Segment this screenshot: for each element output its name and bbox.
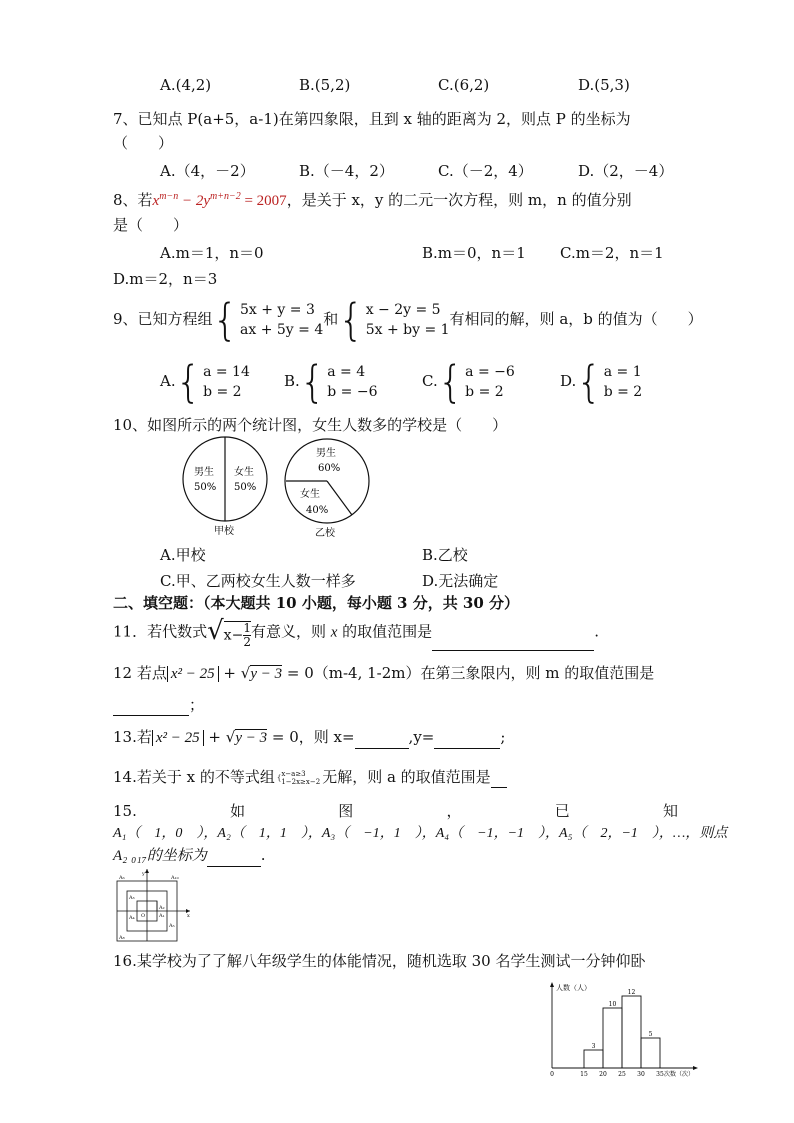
q9-option-a: A.{ a = 14 b = 2: [160, 356, 250, 408]
q15-line1: 15. 如 图 ， 已 知: [113, 802, 678, 820]
q8-equation: $x^{m-n} - 2y^{m+n-2} = 2007$: [152, 191, 287, 209]
q7-paren: （ ）: [113, 134, 174, 152]
q9-and: 和: [323, 310, 339, 328]
q11-answer-blank[interactable]: [432, 634, 594, 651]
q11-question: 11．若代数式√x− $\frac{1}{2}$ 有意义，则 x 的取值范围是 .: [113, 616, 599, 649]
histogram-bar: [622, 996, 641, 1068]
q8-question: [113, 186, 632, 212]
pie2-divider-b: [327, 481, 352, 515]
histogram-bar: [584, 1050, 603, 1068]
q8-option-c: C.m＝2，n＝1: [560, 244, 664, 262]
pie2-female-label: 女生: [300, 489, 320, 500]
q9-option-c: C.{ a = −6 b = 2: [422, 356, 515, 408]
svg-text:A₈: A₈: [119, 935, 125, 941]
q8-suffix: ，是关于 x，y 的二元一次方程，则 m，n 的值分别: [286, 191, 632, 209]
section-2-heading: 二、填空题：（本大题共 10 小题，每小题 3 分，共 30 分）: [113, 594, 520, 612]
q12-answer-line: ；: [113, 694, 204, 716]
q9-system-1: 5x + y = 3 ax + 5y = 4: [240, 302, 324, 338]
q15-answer-blank[interactable]: [207, 850, 261, 867]
q8-prefix: 8、若: [113, 191, 153, 209]
q6-option-a: A.(4,2): [160, 76, 212, 94]
pie2-female-pct: 40%: [306, 505, 329, 516]
q9-prefix: 9、已知方程组: [113, 310, 213, 328]
pie1-female-pct: 50%: [234, 482, 257, 493]
bar-value-label: 3: [591, 1043, 596, 1050]
pie1-male-label: 男生: [194, 467, 214, 478]
pie2-male-pct: 60%: [318, 463, 341, 474]
q7-option-a: A.（4，－2）: [160, 162, 255, 180]
q14-answer-blank[interactable]: [491, 771, 507, 788]
q12-question: 12 若点 x² − 25 + √y − 3 = 0（m-4, 1-2m）在第三象限内，则 m 的取值范围是: [113, 664, 655, 682]
q12-answer-blank[interactable]: [113, 699, 189, 716]
q9-option-d: D.{ a = 1 b = 2: [560, 356, 643, 408]
svg-text:A₂: A₂: [159, 905, 165, 911]
q10-option-d: D.无法确定: [422, 572, 499, 590]
q10-option-c: C.甲、乙两校女生人数一样多: [160, 572, 356, 590]
q8-option-b: B.m＝0，n＝1: [422, 244, 526, 262]
q10-pie-charts: [176, 436, 376, 544]
q9-system-2: x − 2y = 5 5x + by = 1: [365, 302, 450, 338]
q14-question: 14.若关于 x 的不等式组 {x−a≥3 1−2x≥x−2 无解，则 a 的取值范围是: [113, 766, 507, 788]
q9-option-b: B.{ a = 4 b = −6: [284, 356, 378, 408]
q10-option-a: A.甲校: [160, 546, 206, 564]
q8-option-a: A.m＝1，n＝0: [160, 244, 264, 262]
x-tick-label: 30: [637, 1071, 645, 1078]
x-tick-label: 15: [580, 1071, 588, 1078]
q7-option-b: B.（－4，2）: [299, 162, 394, 180]
q16-histogram: [536, 980, 716, 1080]
q14-system: {x−a≥3 1−2x≥x−2: [276, 770, 321, 786]
q6-option-c: C.(6,2): [438, 76, 490, 94]
x-tick-label: 20: [599, 1071, 607, 1078]
svg-text:A₃: A₃: [129, 895, 135, 901]
histogram-bar: [603, 1008, 622, 1068]
x-tick-label: 35: [656, 1071, 664, 1078]
x-axis-label: 次数（次）: [664, 1071, 695, 1078]
q15-spiral-figure: [115, 867, 193, 943]
svg-text:A₁: A₁: [159, 913, 165, 919]
q8-line2: 是（ ）: [113, 216, 189, 234]
q10-question: 10、如图所示的两个统计图，女生人数多的学校是（ ）: [113, 416, 508, 434]
q15-points: A₁（ 1，0 ），A₂（ 1，1 ），A₃（ −1，1 ），A₄（ −1，−1 ），A₅（ 2，−1 ），…，则点: [113, 826, 728, 841]
q6-option-d: D.(5,3): [578, 76, 630, 94]
q9-question: [113, 294, 703, 346]
q8-option-d: D.m＝2，n＝3: [113, 270, 218, 288]
pie2-caption: 乙校: [315, 528, 335, 539]
svg-text:y: y: [142, 871, 145, 877]
pie1-female-label: 女生: [234, 467, 254, 478]
q16-question: 16.某学校为了了解八年级学生的体能情况，随机选取 30 名学生测试一分钟仰卧: [113, 952, 646, 970]
pie2-male-label: 男生: [316, 448, 336, 459]
q15-line3: A₂ ₀₁₇的坐标为 .: [113, 844, 266, 867]
histogram-bar: [641, 1038, 660, 1068]
q9-suffix: 有相同的解，则 a，b 的值为（ ）: [449, 310, 703, 328]
svg-text:A₁₀: A₁₀: [171, 875, 179, 881]
q7-question: 7、已知点 P(a+5，a-1)在第四象限，且到 x 轴的距离为 2，则点 P 的坐标为: [113, 110, 631, 128]
q13-question: 13.若 x² − 25 + √y − 3 = 0，则 x= ,y= ;: [113, 726, 505, 749]
bar-value-label: 10: [608, 1001, 617, 1008]
x-tick-label: 0: [550, 1071, 554, 1078]
q10-option-b: B.乙校: [422, 546, 468, 564]
svg-text:O: O: [141, 913, 146, 919]
pie1-caption: 甲校: [214, 526, 234, 537]
svg-text:A₆: A₆: [119, 875, 125, 881]
q13-y-blank[interactable]: [434, 732, 500, 749]
q13-x-blank[interactable]: [355, 732, 409, 749]
q7-option-d: D.（2，－4）: [578, 162, 674, 180]
svg-text:x: x: [187, 913, 190, 919]
x-tick-label: 25: [618, 1071, 626, 1078]
bar-value-label: 5: [648, 1031, 653, 1038]
y-axis-label: 人数（人）: [556, 984, 591, 992]
q6-option-b: B.(5,2): [299, 76, 351, 94]
q9-brace-1: {: [212, 294, 238, 346]
q9-brace-2: {: [338, 294, 364, 346]
q7-option-c: C.（－2，4）: [438, 162, 533, 180]
q11-radical: √x− $\frac{1}{2}$: [207, 616, 251, 649]
svg-text:A₅: A₅: [169, 923, 175, 929]
pie1-male-pct: 50%: [194, 482, 217, 493]
bar-value-label: 12: [627, 989, 636, 996]
svg-text:A₄: A₄: [129, 915, 135, 921]
